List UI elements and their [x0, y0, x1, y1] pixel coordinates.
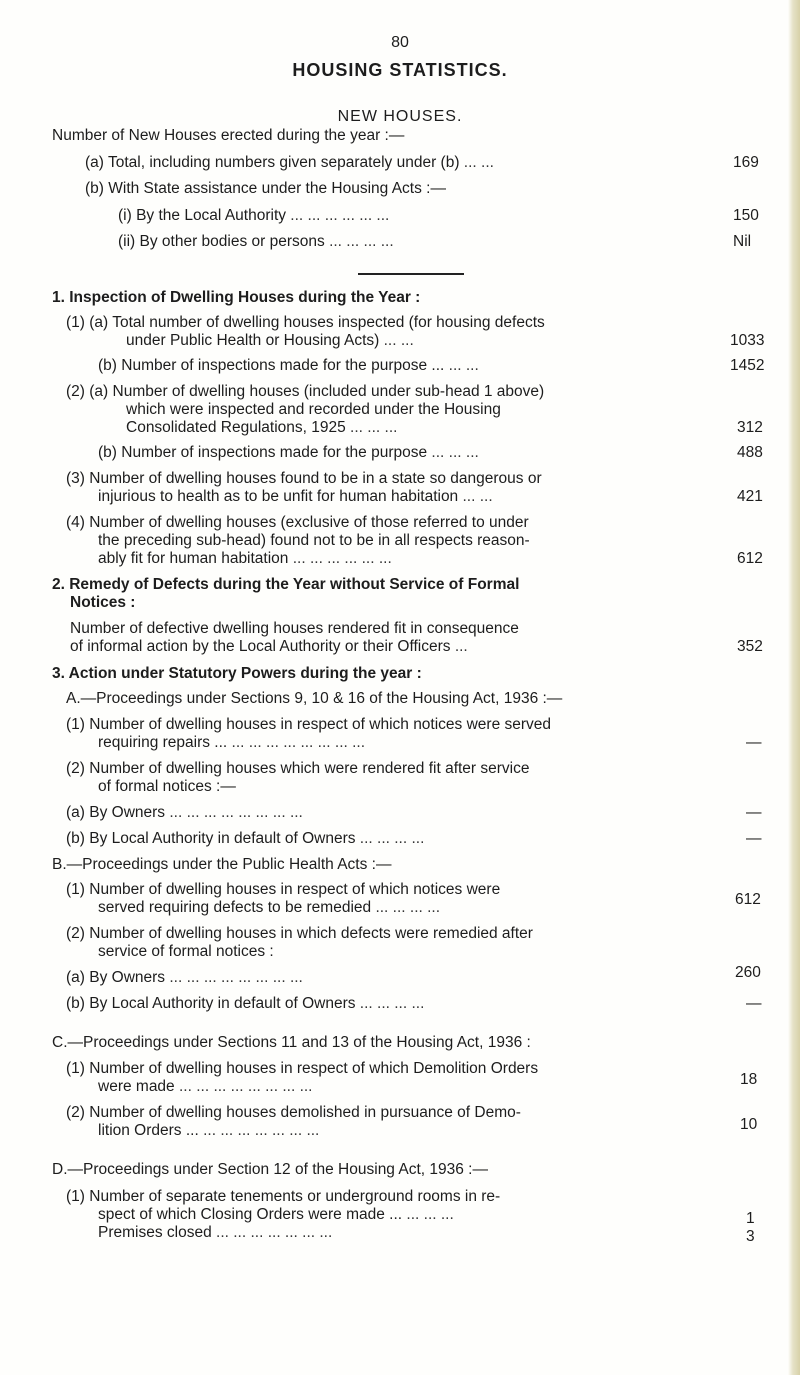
s3-B-item2a-label: (a) By Owners ... ... ... ... ... ... ... ... — [66, 969, 303, 986]
s3-A-item2-line1: (2) Number of dwelling houses which were rendered fit after service — [66, 760, 530, 777]
s1-item-2a-line3: Consolidated Regulations, 1925 ... ... ... — [126, 419, 398, 436]
new-houses-a-value: 169 — [733, 154, 759, 171]
s3-A-item2-line2: of formal notices :— — [98, 778, 236, 795]
section-divider — [358, 273, 464, 275]
s2-value: 352 — [737, 638, 763, 655]
s3-A-item1-line1: (1) Number of dwelling houses in respect of which notices were served — [66, 716, 552, 733]
s3-C-item1-value: 18 — [740, 1071, 758, 1088]
s3-B-item2a-value: 260 — [735, 964, 761, 981]
s3-D-item2-label: Premises closed ... ... ... ... ... ... ... — [98, 1224, 333, 1241]
s3-C-item2-value: 10 — [740, 1116, 758, 1133]
s3-B-item1-line2: served requiring defects to be remedied ... ... ... ... — [98, 899, 441, 916]
new-houses-ii-value: Nil — [733, 233, 752, 250]
page-title: HOUSING STATISTICS. — [292, 60, 508, 80]
new-houses-i-label: (i) By the Local Authority ... ... ... ... ... ... — [118, 207, 390, 224]
s3-A-heading: A.—Proceedings under Sections 9, 10 & 16 of the Housing Act, 1936 :— — [66, 690, 563, 707]
s1-item-1a-line2: under Public Health or Housing Acts) ... ... — [126, 332, 414, 349]
s3-C-item1-line2: were made ... ... ... ... ... ... ... ... — [98, 1078, 313, 1095]
s1-item-2a-line1: (2) (a) Number of dwelling houses (included under sub-head 1 above) — [66, 383, 545, 400]
s3-A-item2b-label: (b) By Local Authority in default of Owners ... ... ... ... — [66, 830, 425, 847]
s3-B-item2b-value: — — [746, 995, 762, 1012]
section-2-heading-line2: Notices : — [70, 594, 136, 611]
s1-item-1a-line1: (1) (a) Total number of dwelling houses inspected (for housing defects — [66, 314, 545, 331]
s3-A-item1-value: — — [746, 734, 762, 751]
s2-line1: Number of defective dwelling houses rendered fit in consequence — [70, 620, 519, 637]
s3-C-item2-line1: (2) Number of dwelling houses demolished in pursuance of Demo- — [66, 1104, 521, 1121]
s1-item-2a-value: 312 — [737, 419, 763, 436]
new-houses-i-value: 150 — [733, 207, 759, 224]
s1-item-2a-line2: which were inspected and recorded under the Housing — [126, 401, 501, 418]
s3-D-item1-line2: spect of which Closing Orders were made ... ... ... ... — [98, 1206, 454, 1223]
s1-item-3-line1: (3) Number of dwelling houses found to be in a state so dangerous or — [66, 470, 542, 487]
s3-D-item1-value: 1 — [746, 1210, 755, 1227]
new-houses-heading: NEW HOUSES. — [337, 108, 463, 125]
s3-B-item2-line2: service of formal notices : — [98, 943, 274, 960]
s3-C-heading: C.—Proceedings under Sections 11 and 13 of the Housing Act, 1936 : — [52, 1034, 531, 1051]
section-3-heading: 3. Action under Statutory Powers during the year : — [52, 665, 422, 682]
s3-D-heading: D.—Proceedings under Section 12 of the Housing Act, 1936 :— — [52, 1161, 488, 1178]
s3-D-item1-line1: (1) Number of separate tenements or underground rooms in re- — [66, 1188, 501, 1205]
s3-C-item1-line1: (1) Number of dwelling houses in respect of which Demolition Orders — [66, 1060, 539, 1077]
s3-A-item2a-label: (a) By Owners ... ... ... ... ... ... ... ... — [66, 804, 303, 821]
s3-A-item1-line2: requiring repairs ... ... ... ... ... ... ... ... ... — [98, 734, 366, 751]
s3-C-item2-line2: lition Orders ... ... ... ... ... ... ... ... — [98, 1122, 320, 1139]
s3-B-heading: B.—Proceedings under the Public Health Acts :— — [52, 856, 392, 873]
s1-item-4-value: 612 — [737, 550, 763, 567]
new-houses-a-label: (a) Total, including numbers given separately under (b) ... ... — [85, 154, 494, 171]
section-2-heading-line1: 2. Remedy of Defects during the Year without Service of Formal — [52, 576, 520, 593]
s3-B-item2b-label: (b) By Local Authority in default of Owners ... ... ... ... — [66, 995, 425, 1012]
s1-item-3-value: 421 — [737, 488, 763, 505]
s1-item-2b-value: 488 — [737, 444, 763, 461]
s3-A-item2a-value: — — [746, 804, 762, 821]
s1-item-1b-value: 1452 — [730, 357, 765, 374]
s3-D-item2-value: 3 — [746, 1228, 755, 1245]
new-houses-b-label: (b) With State assistance under the Housing Acts :— — [85, 180, 446, 197]
page-edge-shadow — [788, 0, 800, 1375]
s1-item-4-line1: (4) Number of dwelling houses (exclusive of those referred to under — [66, 514, 529, 531]
s3-A-item2b-value: — — [746, 830, 762, 847]
new-houses-intro: Number of New Houses erected during the year :— — [52, 127, 405, 144]
s3-B-item1-value: 612 — [735, 891, 761, 908]
page-number: 80 — [391, 34, 409, 51]
s1-item-3-line2: injurious to health as to be unfit for human habitation ... ... — [98, 488, 493, 505]
s1-item-1b-label: (b) Number of inspections made for the purpose ... ... ... — [98, 357, 479, 374]
new-houses-ii-label: (ii) By other bodies or persons ... ... ... ... — [118, 233, 394, 250]
s3-B-item2-line1: (2) Number of dwelling houses in which defects were remedied after — [66, 925, 533, 942]
s1-item-1a-value: 1033 — [730, 332, 765, 349]
s1-item-2b-label: (b) Number of inspections made for the purpose ... ... ... — [98, 444, 479, 461]
s1-item-4-line3: ably fit for human habitation ... ... ... ... ... ... — [98, 550, 392, 567]
s2-line2: of informal action by the Local Authority or their Officers ... — [70, 638, 468, 655]
section-1-heading: 1. Inspection of Dwelling Houses during the Year : — [52, 289, 421, 306]
s1-item-4-line2: the preceding sub-head) found not to be in all respects reason- — [98, 532, 530, 549]
s3-B-item1-line1: (1) Number of dwelling houses in respect of which notices were — [66, 881, 501, 898]
